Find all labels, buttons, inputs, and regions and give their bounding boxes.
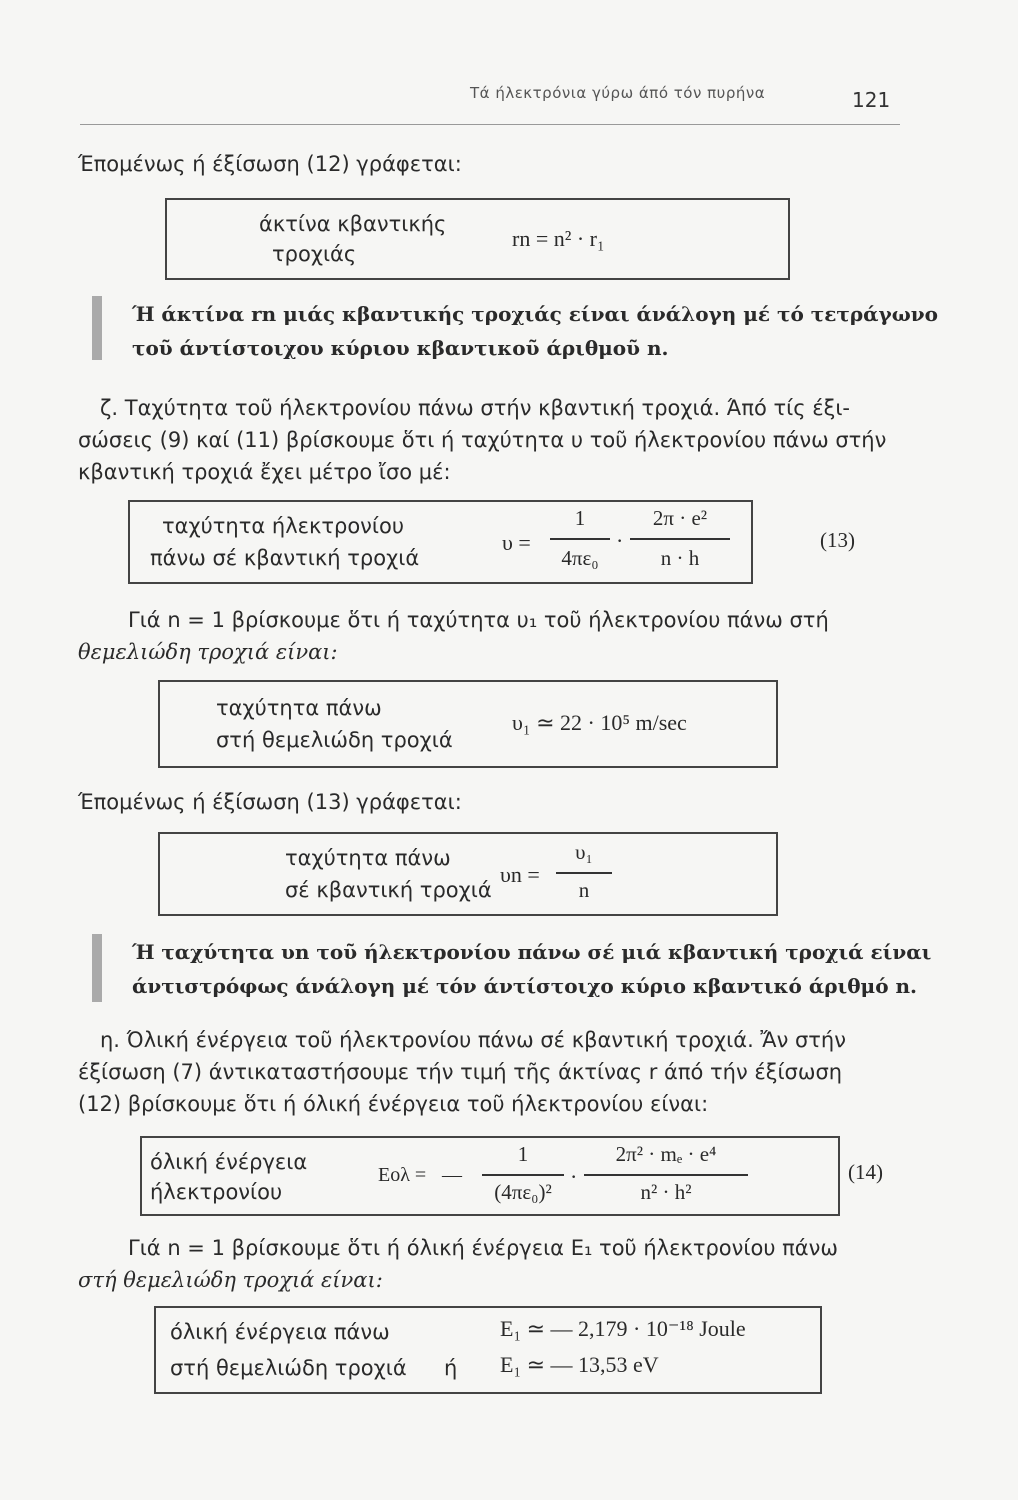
intro-paragraph-2: Έπομένως ή έξίσωση (13) γράφεται: bbox=[78, 790, 462, 814]
formula-box-ground-velocity bbox=[158, 680, 778, 768]
formula-box-velocity bbox=[128, 500, 753, 584]
box2-num2: 2π · e² bbox=[652, 506, 708, 530]
box2-den2: n · h bbox=[660, 546, 700, 570]
box2-lhs: υ = bbox=[502, 530, 531, 555]
n1-paragraph-line-2: θεμελιώδη τροχιά είναι: bbox=[78, 640, 338, 664]
section-h-line-1: η. Όλική ένέργεια τοῦ ήλεκτρονίου πάνω σέ κβαντική τροχιά. Ἄν στήν bbox=[100, 1028, 846, 1052]
box6-formula-joule: E₁ ≃ — 2,179 · 10⁻¹⁸ Joule bbox=[500, 1316, 746, 1341]
box3-label-1: ταχύτητα πάνω bbox=[216, 696, 382, 720]
box2-label-2: πάνω σέ κβαντική τροχιά bbox=[150, 546, 420, 570]
box1-label-2: τροχιάς bbox=[272, 242, 357, 266]
box4-label-2: σέ κβαντική τροχιά bbox=[285, 878, 492, 902]
box6-label-2: στή θεμελιώδη τροχιά bbox=[170, 1356, 407, 1380]
statement-2-line-2: άντιστρόφως άνάλογη μέ τόν άντίστοιχο κύριο κβαντικό άριθμό n. bbox=[132, 974, 917, 998]
box6-or: ή bbox=[444, 1356, 458, 1380]
box5-den1: (4πε₀)² bbox=[494, 1180, 552, 1204]
emphasis-bar-2 bbox=[92, 934, 102, 1002]
equation-number-14: (14) bbox=[848, 1160, 883, 1184]
box5-lhs: Eολ = bbox=[378, 1164, 427, 1186]
equation-number-13: (13) bbox=[820, 528, 855, 552]
box5-num2: 2π² · mₑ · e⁴ bbox=[615, 1142, 717, 1166]
box4-lhs: υn = bbox=[500, 862, 540, 887]
intro-paragraph-1: Έπομένως ή έξίσωση (12) γράφεται: bbox=[78, 152, 462, 176]
box2-label-1: ταχύτητα ήλεκτρονίου bbox=[162, 514, 405, 538]
box4-fraction-bar bbox=[556, 872, 612, 874]
box3-formula: υ₁ ≃ 22 · 10⁵ m/sec bbox=[512, 710, 687, 735]
statement-1-line-2: τοῦ άντίστοιχου κύριου κβαντικοῦ άριθμοῦ n. bbox=[132, 336, 669, 360]
header-rule bbox=[80, 124, 900, 125]
statement-1-line-1: Ή άκτίνα rn μιάς κβαντικής τροχιάς είναι άνάλογη μέ τό τετράγωνο bbox=[132, 302, 938, 326]
box4-den: n bbox=[578, 878, 590, 902]
box1-formula: rn = n² · r₁ bbox=[512, 226, 605, 251]
box5-dot: · bbox=[570, 1164, 578, 1189]
box1-label-1: άκτίνα κβαντικής bbox=[259, 212, 447, 236]
section-z-line-1: ζ. Ταχύτητα τοῦ ήλεκτρονίου πάνω στήν κβαντική τροχιά. Άπό τίς έξι- bbox=[100, 396, 851, 420]
formula-box-radius bbox=[165, 198, 790, 280]
n1b-paragraph-line-1: Γιά n = 1 βρίσκουμε ὅτι ή όλική ένέργεια E₁ τοῦ ήλεκτρονίου πάνω bbox=[128, 1236, 838, 1260]
box5-label-2: ήλεκτρονίου bbox=[150, 1180, 283, 1204]
box6-formula-ev: E₁ ≃ — 13,53 eV bbox=[500, 1352, 659, 1377]
box5-label-1: όλική ένέργεια bbox=[150, 1150, 308, 1174]
formula-box-energy bbox=[140, 1136, 840, 1216]
formula-box-velocity-n bbox=[158, 832, 778, 916]
box5-fraction-bar-1 bbox=[482, 1174, 564, 1176]
box5-fraction-bar-2 bbox=[584, 1174, 748, 1176]
box2-num1: 1 bbox=[574, 506, 586, 530]
section-h-line-3: (12) βρίσκουμε ὅτι ή όλική ένέργεια τοῦ ήλεκτρονίου είναι: bbox=[78, 1092, 709, 1116]
box3-label-2: στή θεμελιώδη τροχιά bbox=[216, 728, 453, 752]
box6-label-1: όλική ένέργεια πάνω bbox=[170, 1320, 390, 1344]
box5-den2: n² · h² bbox=[640, 1180, 692, 1204]
box5-num1: 1 bbox=[517, 1142, 529, 1166]
formula-box-ground-energy bbox=[154, 1306, 822, 1394]
box2-den1: 4πε₀ bbox=[561, 546, 599, 570]
box2-fraction-bar-2 bbox=[630, 538, 730, 540]
statement-2-line-1: Ή ταχύτητα υn τοῦ ήλεκτρονίου πάνω σέ μιά κβαντική τροχιά είναι bbox=[132, 940, 932, 964]
n1b-paragraph-line-2: στή θεμελιώδη τροχιά είναι: bbox=[78, 1268, 383, 1292]
emphasis-bar bbox=[92, 296, 102, 360]
box2-dot: · bbox=[616, 528, 624, 553]
running-title: Τά ήλεκτρόνια γύρω άπό τόν πυρήνα bbox=[470, 84, 766, 102]
box5-minus: — bbox=[442, 1164, 462, 1186]
box4-label-1: ταχύτητα πάνω bbox=[285, 846, 451, 870]
section-z-line-2: σώσεις (9) καί (11) βρίσκουμε ὅτι ή ταχύτητα υ τοῦ ήλεκτρονίου πάνω στήν bbox=[78, 428, 887, 452]
box2-fraction-bar-1 bbox=[550, 538, 610, 540]
section-z-line-3: κβαντική τροχιά ἔχει μέτρο ἴσο μέ: bbox=[78, 460, 451, 484]
page-number: 121 bbox=[852, 88, 891, 112]
n1-paragraph-line-1: Γιά n = 1 βρίσκουμε ὅτι ή ταχύτητα υ₁ τοῦ ήλεκτρονίου πάνω στή bbox=[128, 608, 829, 632]
box4-num: υ₁ bbox=[575, 840, 593, 864]
section-h-line-2: έξίσωση (7) άντικαταστήσουμε τήν τιμή τῆς άκτίνας r άπό τήν έξίσωση bbox=[78, 1060, 843, 1084]
